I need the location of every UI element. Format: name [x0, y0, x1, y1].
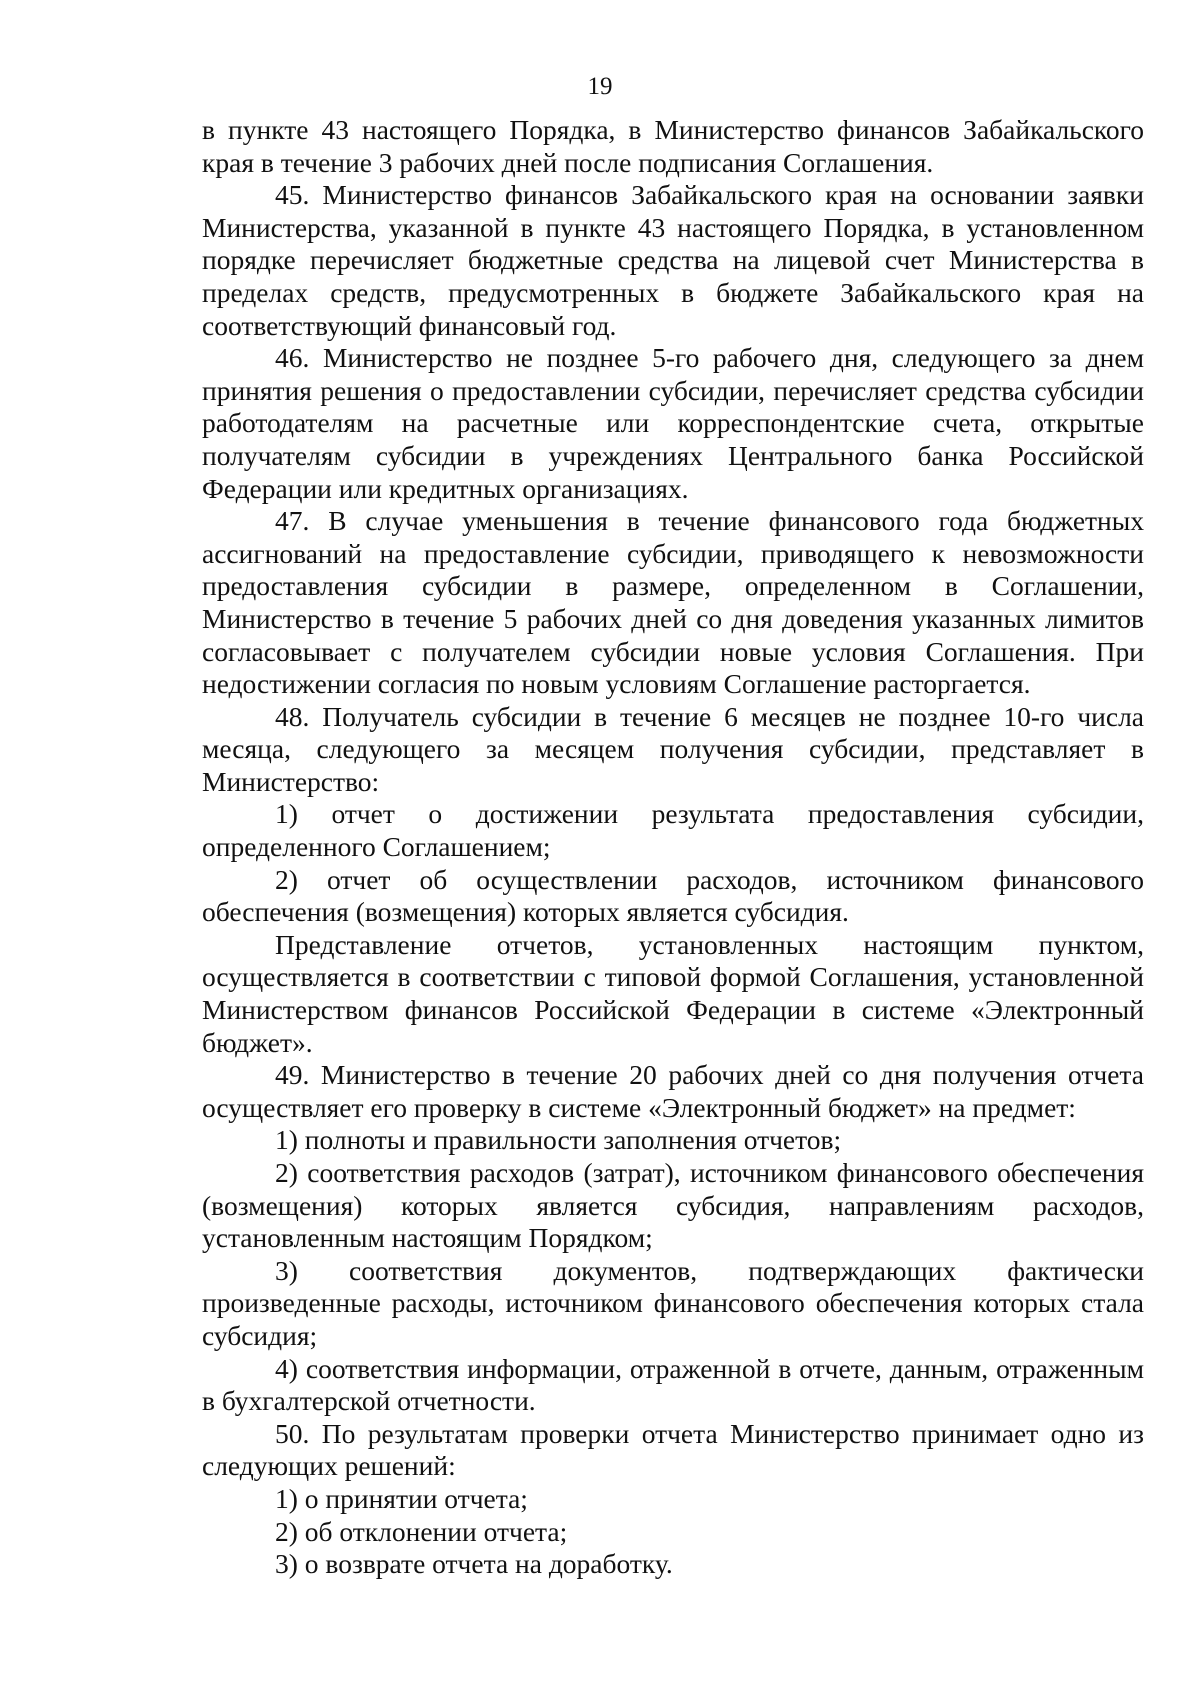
paragraph-49-item-3: 3) соответствия документов, подтверждающих фактически произведенные расходы, источником финансового обеспечения которых стала субсидия;: [202, 1254, 1144, 1351]
paragraph-48-item-2: 2) отчет об осуществлении расходов, источником финансового обеспечения (возмещения) которых является субсидия.: [202, 863, 1144, 928]
paragraph-continuation-44: в пункте 43 настоящего Порядка, в Министерство финансов Забайкальского края в течение 3 рабочих дней после подписания Соглашения.: [202, 114, 1144, 178]
paragraph-50-item-1: 1) о принятии отчета;: [275, 1482, 528, 1514]
paragraph-46: 46. Министерство не позднее 5-го рабочего дня, следующего за днем принятия решения о предоставлении субсидии, перечисляет средства субсидии работодателям на расчетные или корреспондентские счета, открытые получателям субсидии в учреждениях Центрального банка Российской Федерации или кредитных организациях.: [202, 342, 1144, 504]
paragraph-49: 49. Министерство в течение 20 рабочих дней со дня получения отчета осуществляет его проверку в системе «Электронный бюджет» на предмет:: [202, 1059, 1144, 1123]
paragraph-49-item-2: 2) соответствия расходов (затрат), источником финансового обеспечения (возмещения) которых является субсидия, направлениям расходов, установленным настоящим Порядком;: [202, 1157, 1144, 1254]
paragraph-47: 47. В случае уменьшения в течение финансового года бюджетных ассигнований на предоставление субсидии, приводящего к невозможности предоставления субсидии в размере, определенном в Соглашении, Министерство в течение 5 рабочих дней со дня доведения указанных лимитов согласовывает с получателем субсидии новые условия Соглашения. При недостижении согласия по новым условиям Соглашение расторгается.: [202, 505, 1144, 700]
paragraph-48-item-1: 1) отчет о достижении результата предоставления субсидии, определенного Соглашением;: [202, 798, 1144, 863]
page-number: 19: [587, 73, 613, 100]
paragraph-48: 48. Получатель субсидии в течение 6 месяцев не позднее 10-го числа месяца, следующего за месяцем получения субсидии, представляет в Министерство:: [202, 700, 1144, 797]
paragraph-45: 45. Министерство финансов Забайкальского края на основании заявки Министерства, указанной в пункте 43 настоящего Порядка, в установленном порядке перечисляет бюджетные средства на лицевой счет Министерства в пределах средств, предусмотренных в бюджете Забайкальского края на соответствующий финансовый год.: [202, 179, 1144, 341]
paragraph-50-item-2: 2) об отклонении отчета;: [275, 1515, 568, 1547]
paragraph-48-reporting-note: Представление отчетов, установленных настоящим пунктом, осуществляется в соответствии с типовой формой Соглашения, установленной Министерством финансов Российской Федерации в системе «Электронный бюджет».: [202, 928, 1144, 1058]
document-body: [202, 114, 1144, 1581]
paragraph-50: 50. По результатам проверки отчета Министерство принимает одно из следующих решений:: [202, 1417, 1144, 1482]
paragraph-49-item-1: 1) полноты и правильности заполнения отчетов;: [275, 1124, 842, 1156]
paragraph-49-item-4: 4) соответствия информации, отраженной в отчете, данным, отраженным в бухгалтерской отчетности.: [202, 1352, 1144, 1417]
paragraph-50-item-3: 3) о возврате отчета на доработку.: [275, 1548, 673, 1580]
